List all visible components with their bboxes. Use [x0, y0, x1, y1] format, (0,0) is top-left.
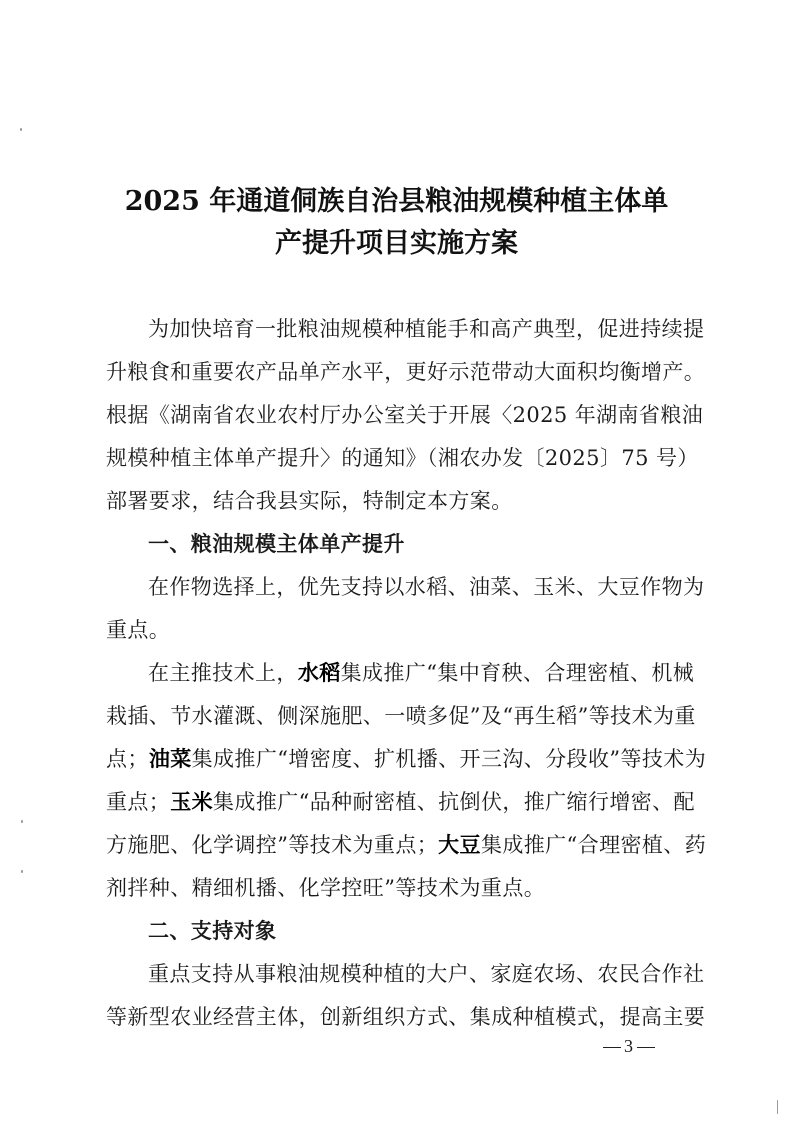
paragraph-line: 等新型农业经营主体，创新组织方式、集成种植模式，提高主要: [106, 1005, 706, 1029]
paragraph-line: 升粮食和重要农产品单产水平，更好示范带动大面积均衡增产。: [106, 360, 706, 384]
scan-speck: [777, 1100, 778, 1114]
document-title-line-1: 2025 年通道侗族自治县粮油规模种植主体单: [124, 186, 669, 217]
page-number-footer: [600, 1036, 658, 1057]
crop-rapeseed-label: 油菜: [148, 746, 192, 771]
crop-rice-label: 水稻: [297, 660, 341, 685]
paragraph-line: 规模种植主体单产提升〉的通知》（湘农办发〔2025〕75 号）: [106, 446, 699, 470]
paragraph-line: 为加快培育一批粮油规模种植能手和高产典型，促进持续提: [148, 317, 705, 341]
paragraph-line: [106, 740, 707, 778]
text-run: 重点；: [106, 790, 171, 814]
crop-soybean-label: 大豆: [438, 832, 481, 857]
document-title-line-2: 产提升项目实施方案: [275, 228, 518, 259]
text-run: 集成推广“集中育秧、合理密植、机械: [340, 661, 695, 685]
paragraph-line: 部署要求，结合我县实际，特制定本方案。: [106, 489, 513, 513]
page-number: 3: [624, 1036, 634, 1056]
dash-decoration: [603, 1047, 621, 1048]
paragraph-line: 栽插、节水灌溉、侧深施肥、一喷多促”及“再生稻”等技术为重: [106, 704, 696, 728]
paragraph-line: [106, 826, 707, 864]
text-run: 方施肥、化学调控”等技术为重点；: [106, 833, 439, 857]
paragraph-line: 重点。: [106, 618, 171, 642]
dash-decoration: [637, 1047, 655, 1048]
text-run: 集成推广“合理密植、药: [480, 833, 707, 857]
scan-speck: [20, 128, 22, 131]
scan-speck: [21, 820, 23, 823]
paragraph-line: 重点支持从事粮油规模种植的大户、家庭农场、农民合作社: [148, 962, 705, 986]
text-run: 在主推技术上，: [148, 661, 298, 685]
crop-corn-label: 玉米: [170, 789, 214, 814]
paragraph-line: [106, 783, 695, 821]
paragraph-line: 在作物选择上，优先支持以水稻、油菜、玉米、大豆作物为: [148, 575, 705, 599]
paragraph-line: 根据《湖南省农业农村厅办公室关于开展〈2025 年湖南省粮油: [106, 403, 704, 427]
paragraph-line: [148, 654, 695, 692]
text-run: 集成推广“品种耐密植、抗倒伏，推广缩行增密、配: [213, 790, 695, 814]
section-heading-1: 一、粮油规模主体单产提升: [148, 532, 405, 556]
paragraph-line: 剂拌种、精细机播、化学控旺”等技术为重点。: [106, 876, 546, 900]
text-run: 点；: [106, 747, 149, 771]
text-run: 集成推广“增密度、扩机播、开三沟、分段收”等技术为: [191, 747, 707, 771]
scan-speck: [21, 870, 23, 873]
section-heading-2: 二、支持对象: [148, 919, 277, 943]
